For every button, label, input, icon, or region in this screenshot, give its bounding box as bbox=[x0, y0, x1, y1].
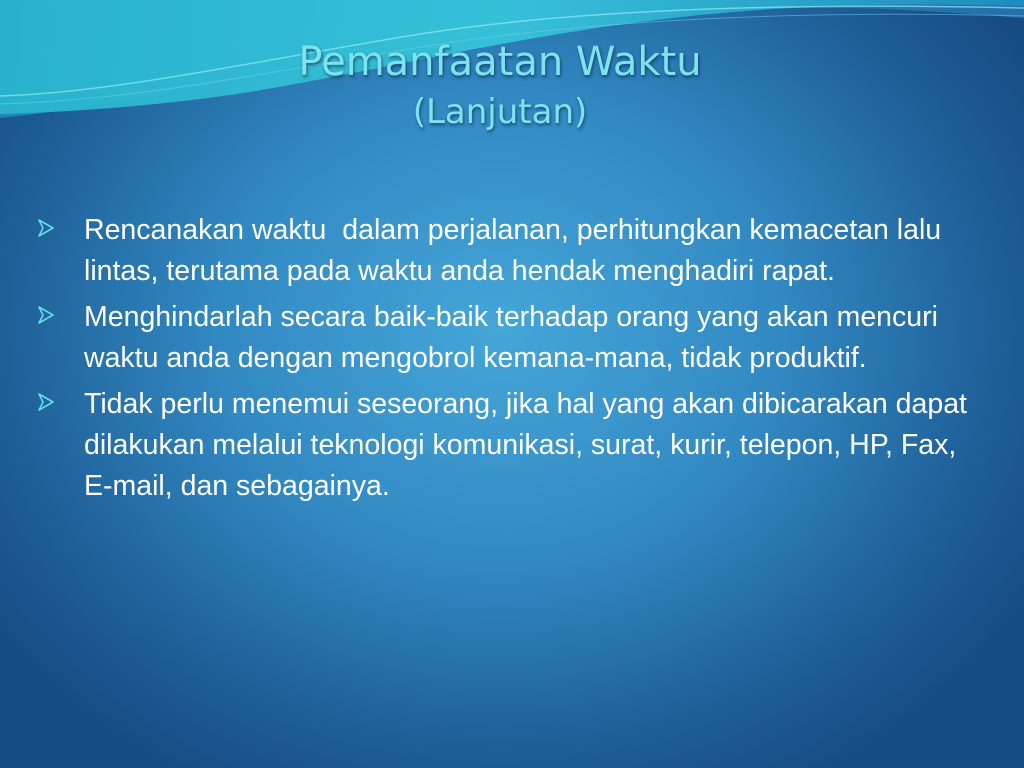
arrowhead-bullet-icon bbox=[36, 392, 56, 412]
list-item bbox=[34, 384, 984, 507]
list-item bbox=[34, 297, 984, 379]
slide-subtitle-text: (Lanjutan) bbox=[412, 92, 588, 132]
bullet-list bbox=[34, 210, 984, 512]
bullet-text: Menghindarlah secara baik-baik terhadap orang yang akan mencuri waktu anda dengan mengobrol kemana-mana, tidak produktif. bbox=[84, 301, 938, 374]
arrowhead-bullet-icon bbox=[36, 218, 56, 238]
slide-title bbox=[0, 40, 1000, 84]
slide-subtitle bbox=[0, 94, 1000, 131]
arrowhead-bullet-icon bbox=[36, 305, 56, 325]
slide-title-text: Pemanfaatan Waktu bbox=[298, 39, 702, 85]
bullet-text: Rencanakan waktu dalam perjalanan, perhitungkan kemacetan lalu lintas, terutama pada waktu anda hendak menghadiri rapat. bbox=[84, 214, 950, 287]
list-item bbox=[34, 210, 984, 292]
bullet-text: Tidak perlu menemui seseorang, jika hal yang akan dibicarakan dapat dilakukan melalui teknologi komunikasi, surat, kurir, telepon, HP, Fax, E-mail, dan sebagainya. bbox=[84, 388, 967, 502]
